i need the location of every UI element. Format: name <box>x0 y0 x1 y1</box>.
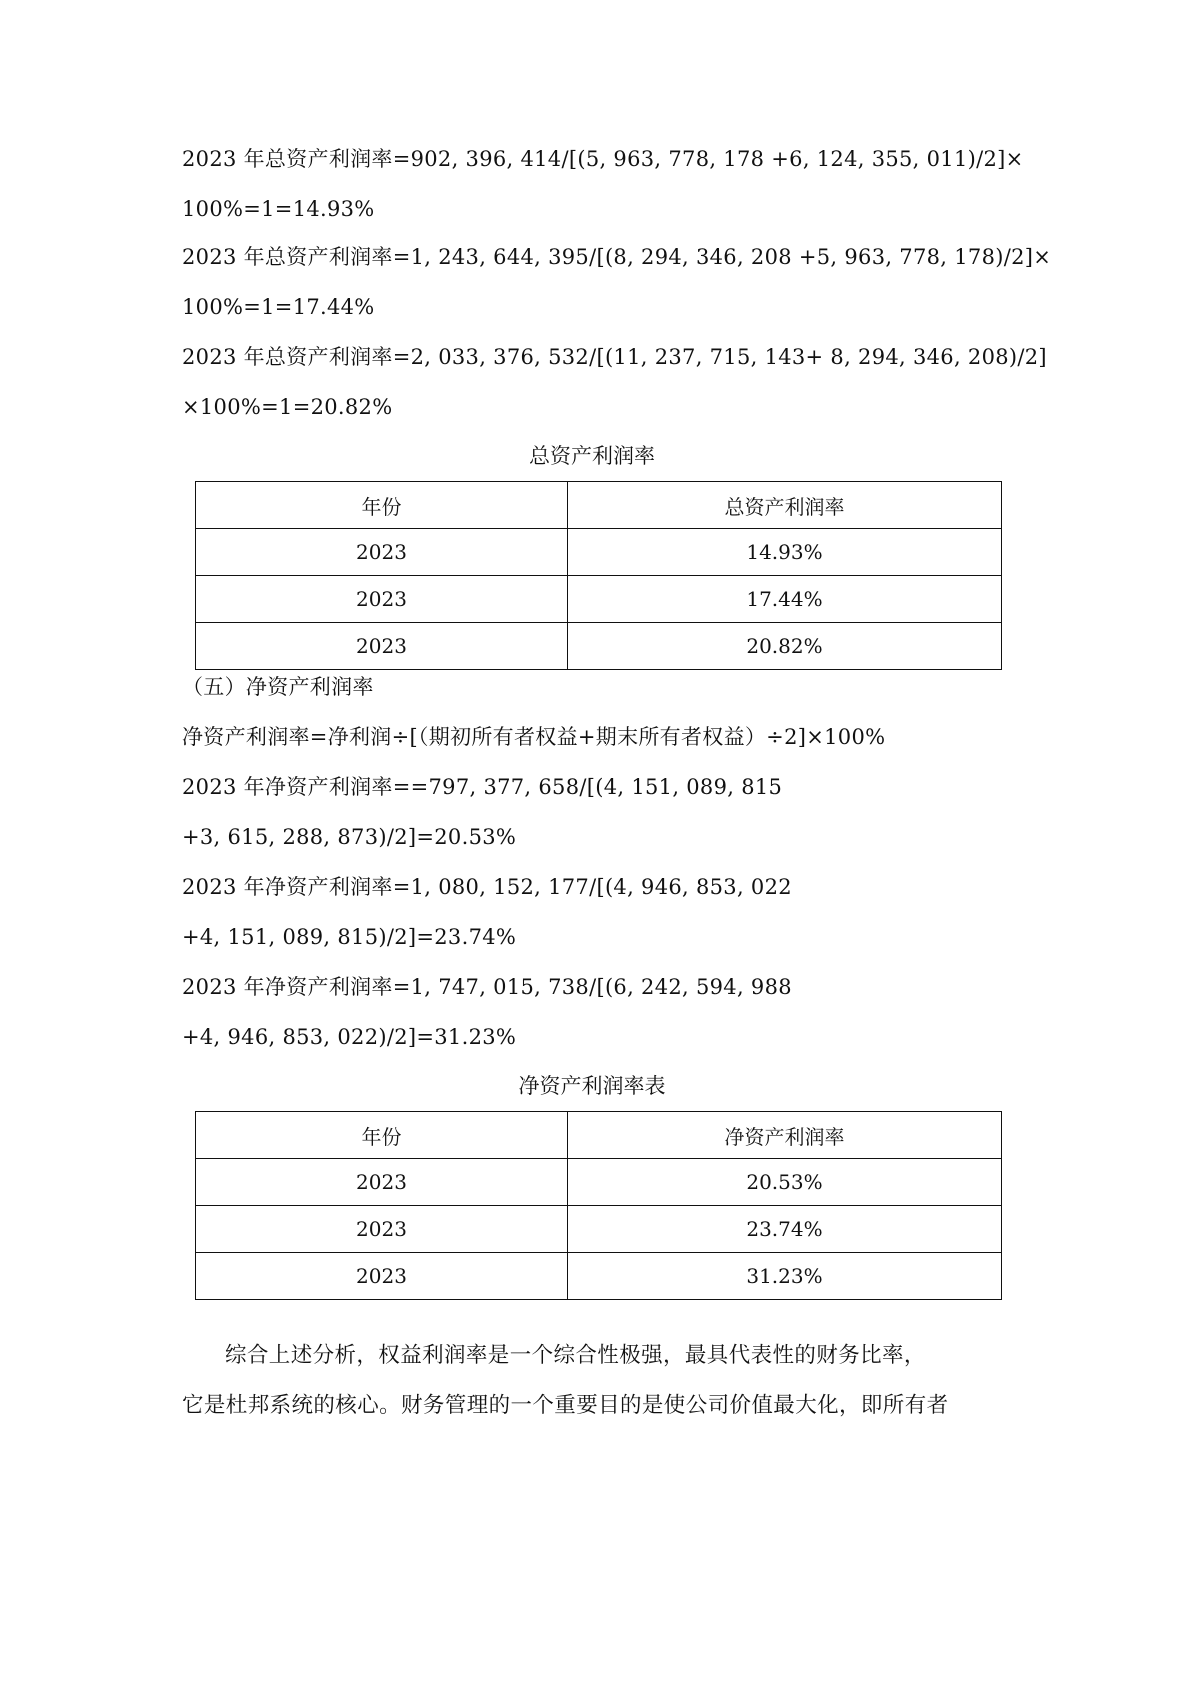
table-header-row <box>196 482 1002 529</box>
cell-ratio: 17.44% <box>568 576 1002 623</box>
cell-year: 2023 <box>196 623 568 670</box>
cell-year: 2023 <box>196 1206 568 1253</box>
cell-ratio: 20.82% <box>568 623 1002 670</box>
cell-year: 2023 <box>196 576 568 623</box>
cell-ratio: 23.74% <box>568 1206 1002 1253</box>
total-asset-profit-table <box>195 481 1002 670</box>
net-asset-calc-line-6: +4, 946, 853, 022)/2]=31.23% <box>182 1025 517 1049</box>
net-asset-profit-table <box>195 1111 1002 1300</box>
total-asset-calc-line-3: 2023 年总资产利润率=1, 243, 644, 395/[(8, 294, 346, 208 +5, 963, 778, 178)/2]× <box>182 245 1052 269</box>
section-heading-net-asset: （五）净资产利润率 <box>182 675 374 699</box>
net-asset-calc-line-1: 2023 年净资产利润率==797, 377, 658/[(4, 151, 089, 815 <box>182 775 783 799</box>
net-asset-calc-line-2: +3, 615, 288, 873)/2]=20.53% <box>182 825 517 849</box>
net-asset-calc-line-5: 2023 年净资产利润率=1, 747, 015, 738/[(6, 242, 594, 988 <box>182 975 792 999</box>
header-year: 年份 <box>196 482 568 529</box>
table-header-row <box>196 1112 1002 1159</box>
conclusion-line-1: 综合上述分析，权益利润率是一个综合性极强，最具代表性的财务比率， <box>225 1343 926 1368</box>
net-asset-formula: 净资产利润率=净利润÷[（期初所有者权益+期末所有者权益）÷2]×100% <box>182 725 886 749</box>
total-asset-calc-line-2: 100%=1=14.93% <box>182 197 375 221</box>
header-year: 年份 <box>196 1112 568 1159</box>
net-asset-calc-line-4: +4, 151, 089, 815)/2]=23.74% <box>182 925 517 949</box>
cell-ratio: 14.93% <box>568 529 1002 576</box>
total-asset-calc-line-5: 2023 年总资产利润率=2, 033, 376, 532/[(11, 237, 715, 143+ 8, 294, 346, 208)/2] <box>182 345 1047 369</box>
total-asset-calc-line-1: 2023 年总资产利润率=902, 396, 414/[(5, 963, 778, 178 +6, 124, 355, 011)/2]× <box>182 147 1024 171</box>
cell-year: 2023 <box>196 1253 568 1300</box>
cell-year: 2023 <box>196 529 568 576</box>
total-asset-calc-line-6: ×100%=1=20.82% <box>182 395 393 419</box>
cell-ratio: 31.23% <box>568 1253 1002 1300</box>
header-ratio: 总资产利润率 <box>568 482 1002 529</box>
conclusion-line-2: 它是杜邦系统的核心。财务管理的一个重要目的是使公司价值最大化，即所有者 <box>182 1393 949 1418</box>
table-row <box>196 576 1002 623</box>
net-asset-table-caption: 净资产利润率表 <box>518 1074 666 1098</box>
table-row <box>196 623 1002 670</box>
table-row <box>196 1206 1002 1253</box>
total-asset-calc-line-4: 100%=1=17.44% <box>182 295 375 319</box>
header-ratio: 净资产利润率 <box>568 1112 1002 1159</box>
cell-year: 2023 <box>196 1159 568 1206</box>
cell-ratio: 20.53% <box>568 1159 1002 1206</box>
table-row <box>196 529 1002 576</box>
total-asset-table-caption: 总资产利润率 <box>529 444 655 468</box>
table-row <box>196 1159 1002 1206</box>
table-row <box>196 1253 1002 1300</box>
net-asset-calc-line-3: 2023 年净资产利润率=1, 080, 152, 177/[(4, 946, 853, 022 <box>182 875 792 899</box>
